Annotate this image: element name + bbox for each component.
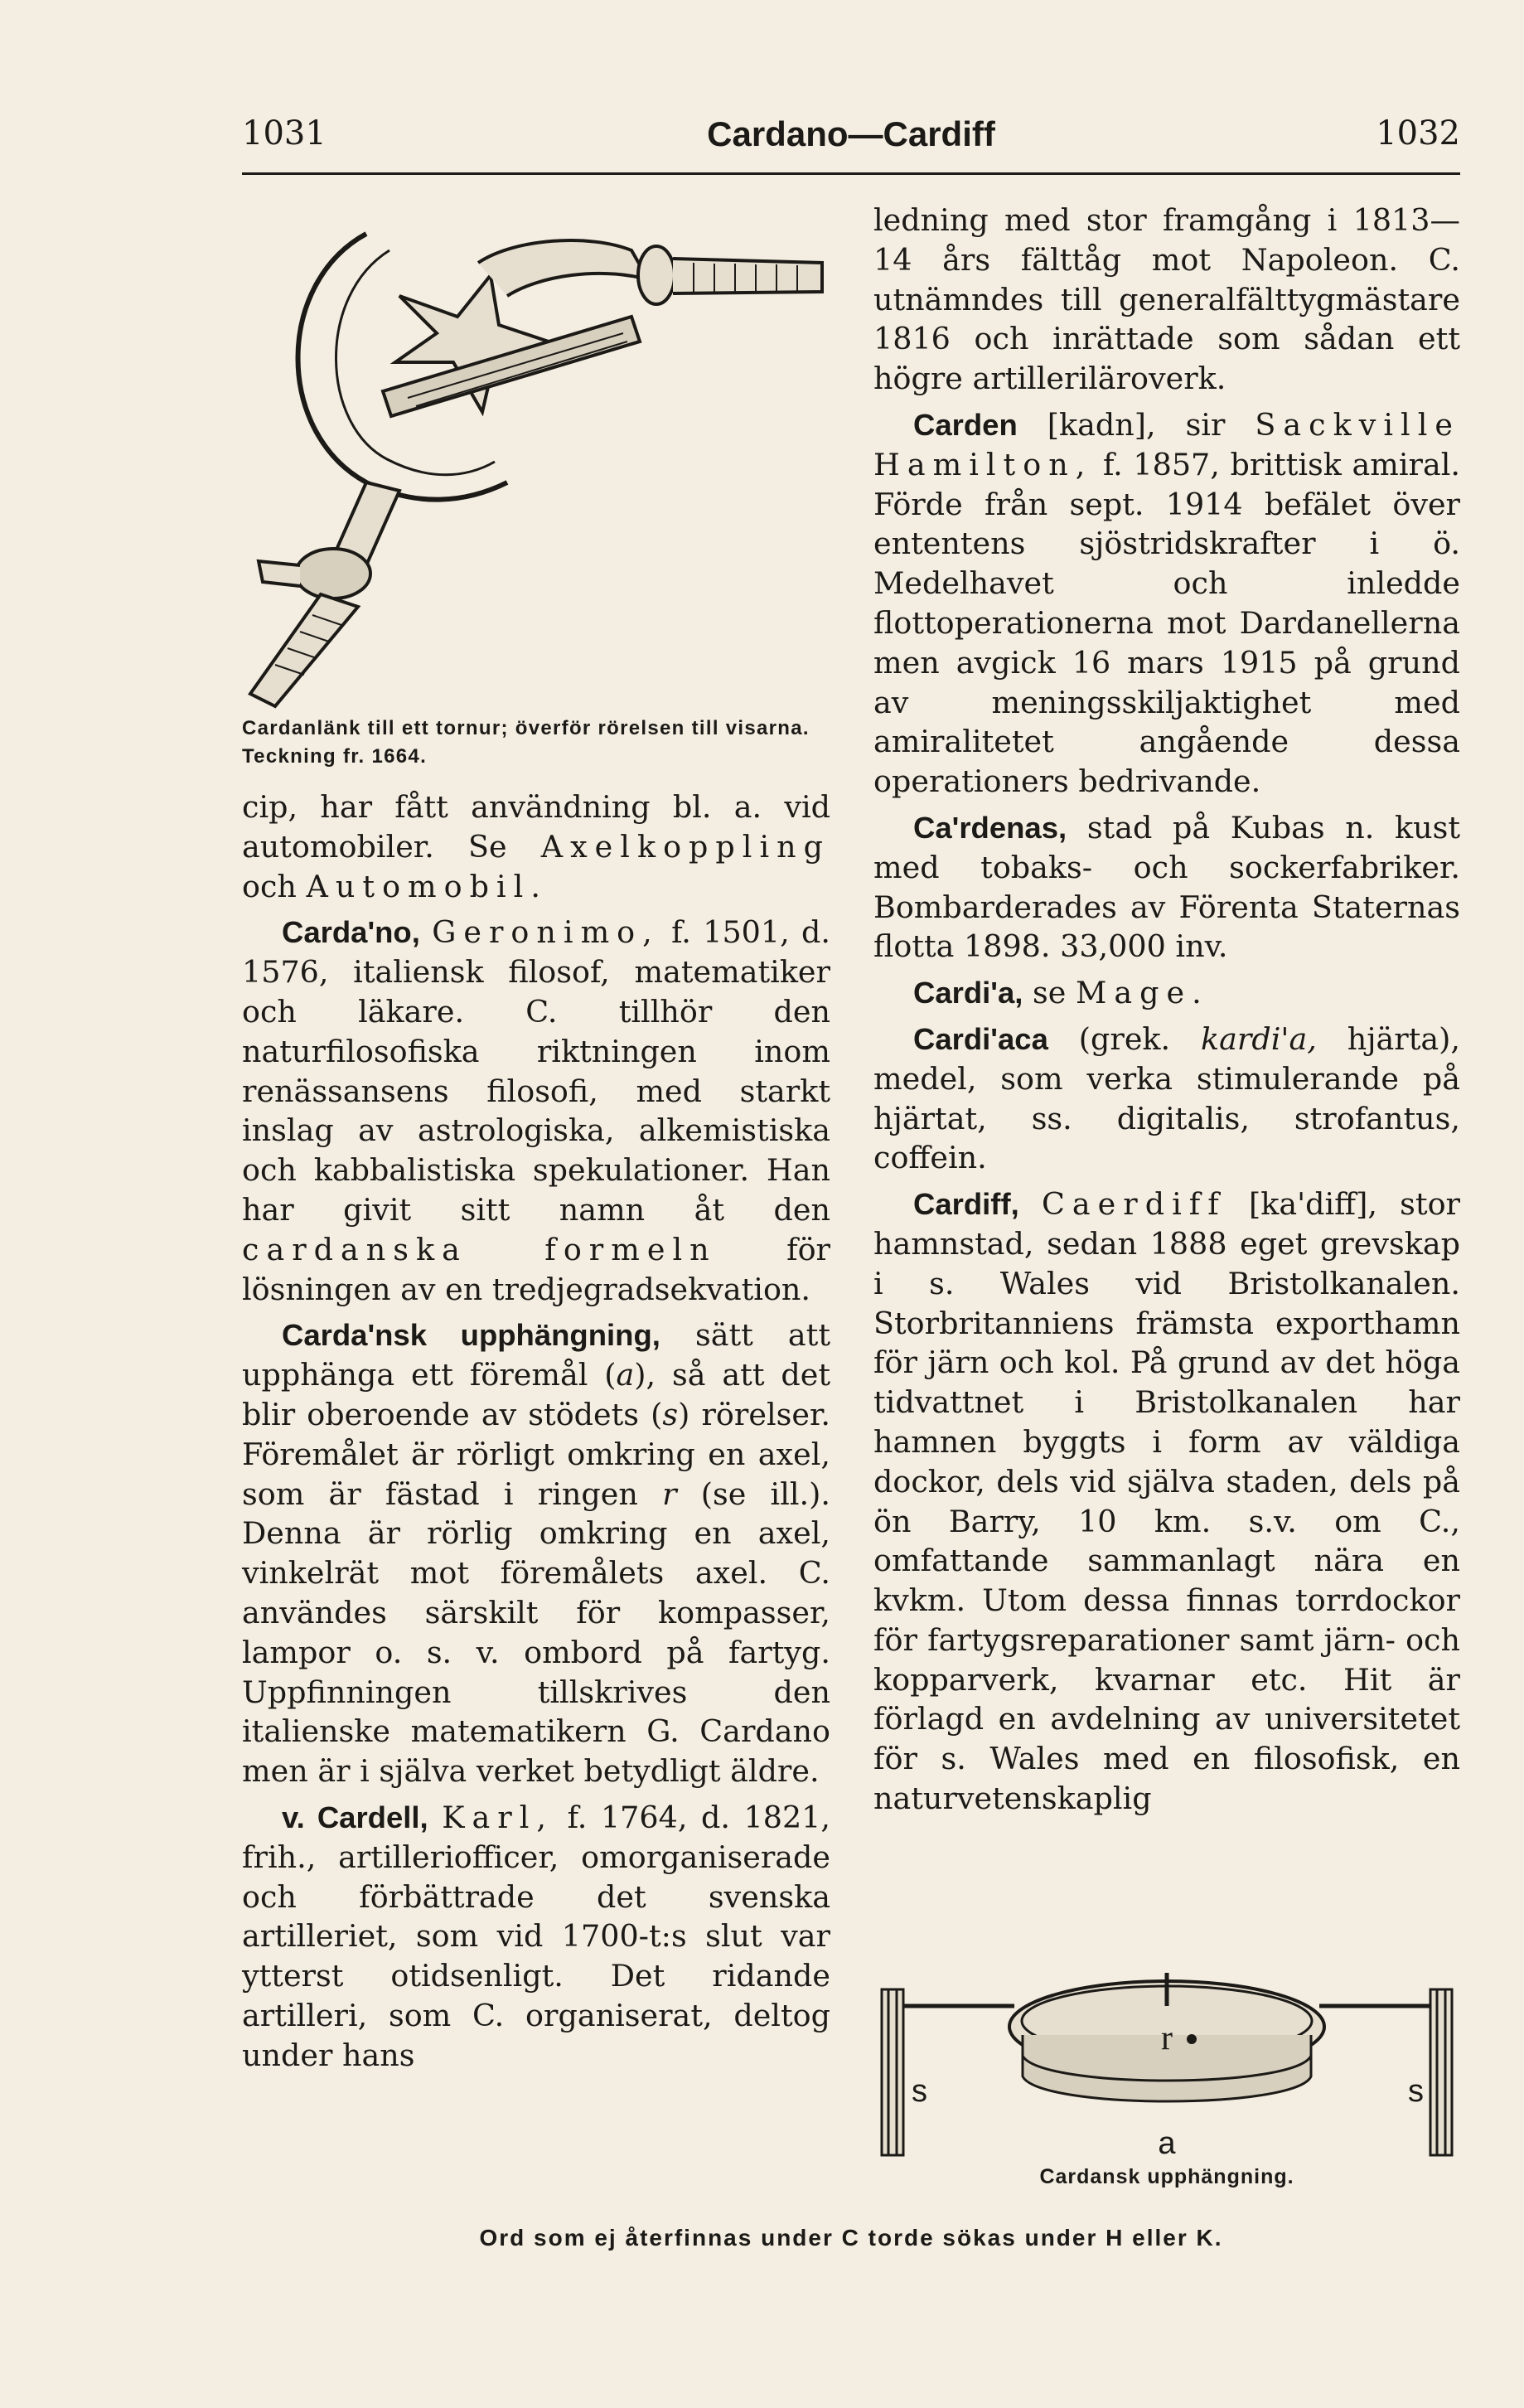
italic-letter: a (616, 1357, 635, 1393)
entry-text: ), så att det blir oberoende av stödets ( (242, 1357, 830, 1432)
page-footer-note: Ord som ej återfinnas under C torde sökas under H eller K. (479, 2225, 1223, 2251)
entry-text: (grek. (1078, 1020, 1171, 1057)
entry-text: f. 1857, brittisk amiral. Förde från sept. 1914 befälet över ententens sjöstridskrafter i ö. Medelhavet och inledde flottoperationerna mot Dardanellerna men avgick 16 mars 1915 på grund av meningsskiljaktighet med amiralitetet angående dessa operationers bedrivande. (873, 446, 1461, 800)
pivot-dot (1187, 2034, 1197, 2044)
universal-joint-illustration (242, 217, 839, 715)
header-rule (242, 172, 1460, 175)
figure-caption-universal-joint: Cardanlänk till ett tornur; överför rörelsen till visarna. Teckning fr. 1664. (242, 717, 810, 768)
entry-carden (873, 405, 1460, 802)
italic-letter: s (662, 1396, 679, 1432)
entry-cardell (242, 1798, 830, 2076)
entry-text: f. 1501, d. 1576, italiensk filosof, matematiker och läkare. C. tillhör den naturfilosofiska riktningen inom renässansens filosofi, med starkt inslag av astrologiska, alkemistiska och kabbalistiska spekulationer. Han har givit sitt namn åt den (242, 914, 830, 1228)
cross-reference: Axelkoppling (540, 828, 830, 865)
entry-cardiff (873, 1185, 1460, 1819)
entry-cardia (873, 973, 1460, 1013)
italic-letter: r (662, 1475, 677, 1512)
label-r: r (1161, 2019, 1173, 2057)
paragraph-continuation: ledning med stor framgång i 1813—14 års fälttåg mot Napoleon. C. utnämndes till generalfälttygmästare 1816 och inrättade som sådan ett högre artilleriläroverk. (873, 202, 1460, 397)
entry-text: (se ill.). Denna är rörlig omkring en axel, vinkelrät mot föremålets axel. C. användes särskilt för kompasser, lampor o. s. v. ombord på fartyg. Uppfinningen tillskrives den italienske matematikern G. Cardano men är i själva verket betydligt äldre. (242, 1475, 830, 1790)
headword: Cardi'aca (913, 1021, 1048, 1056)
spaced-term: cardanska formeln (242, 1231, 717, 1267)
label-a: a (1158, 2126, 1176, 2161)
entry-cardansk-upphangning (242, 1315, 830, 1791)
spaced-name: Caerdiff (1041, 1186, 1226, 1223)
spaced-name: Karl, (442, 1799, 554, 1835)
spaced-name: Sackville Hamilton, (873, 406, 1460, 482)
figure-caption-gimbal: Cardansk upphängning. (1039, 2165, 1294, 2188)
gimbal-suspension-illustration (873, 1956, 1460, 2163)
headword: Carda'nsk upphängning, (282, 1318, 660, 1353)
entry-text: [ka'diff], stor hamnstad, sedan 1888 eget grevskap i s. Wales vid Bristolkanalen. Storbritanniens främsta exporthamn för järn och kol. På grund av det höga tidvattnet i Bristolkanalen har hamnen byggts i form av väldiga dockor, dels vid själva staden, dels på ön Barry, 10 km. s.v. om C., omfattande sammanlagt nära en kvkm. Utom dessa finnas torrdockor för fartygsreparationer samt järn- och kopparverk, kvarnar etc. Hit är förlagd en avdelning av universitetet för s. Wales med en filosofisk, en naturvetenskaplig (873, 1186, 1460, 1817)
running-title: Cardano—Cardiff (707, 114, 995, 153)
right-column (873, 201, 1460, 1825)
headword: Carden (913, 407, 1018, 442)
entry-text: för lösningen av en tredjegradsekvation. (242, 1231, 830, 1307)
entry-cardiaca (873, 1020, 1460, 1178)
entry-text: se (1033, 975, 1067, 1011)
text: cip, har fått användning bl. a. vid automobiler. Se (242, 789, 830, 865)
page-header (242, 114, 1460, 164)
entry-text: stad på Kubas n. kust med tobaks- och sockerfabriker. Bombarderades av Förenta Staternas flotta 1898. 33,000 inv. (873, 809, 1460, 965)
headword: Ca'rdenas, (913, 810, 1067, 845)
entry-cardenas (873, 808, 1460, 967)
entry-cardano (242, 913, 830, 1309)
label-s-left: s (912, 2074, 927, 2109)
cross-reference: Automobil (306, 868, 531, 904)
headword: Cardi'a, (913, 976, 1023, 1010)
entry-text: . (1192, 975, 1202, 1011)
cross-reference: Mage (1075, 975, 1193, 1011)
label-s-right: s (1408, 2074, 1424, 2109)
headword: Carda'no, (282, 915, 420, 950)
right-page-number: 1032 (1376, 114, 1460, 153)
entry-text: hjärta), medel, som verka stimulerande på hjärtat, ss. digitalis, strofantus, coffein. (873, 1020, 1461, 1176)
left-column (242, 787, 830, 2082)
text: och (242, 868, 297, 904)
entry-text: sätt att upphänga ett föremål ( (242, 1317, 831, 1393)
italic-term: kardi'a, (1201, 1020, 1317, 1057)
entry-text: [kadn], sir (1047, 406, 1226, 443)
left-page-number: 1031 (242, 114, 327, 153)
paragraph-continuation (242, 787, 830, 906)
entry-text: f. 1764, d. 1821, frih., artilleriofficer, omorganiserade och förbättrade det svenska artilleriet, som vid 1700-t:s slut var ytterst otidsenligt. Det ridande artilleri, som C. organiserat, deltog under hans (242, 1799, 830, 2073)
spaced-name: Geronimo, (432, 914, 660, 951)
text: . (530, 868, 540, 904)
headword: Cardiff, (913, 1187, 1019, 1222)
entry-text: ) rörelser. Föremålet är rörligt omkring en axel, som är fästad i ringen (242, 1396, 831, 1512)
headword: v. Cardell, (282, 1800, 428, 1834)
